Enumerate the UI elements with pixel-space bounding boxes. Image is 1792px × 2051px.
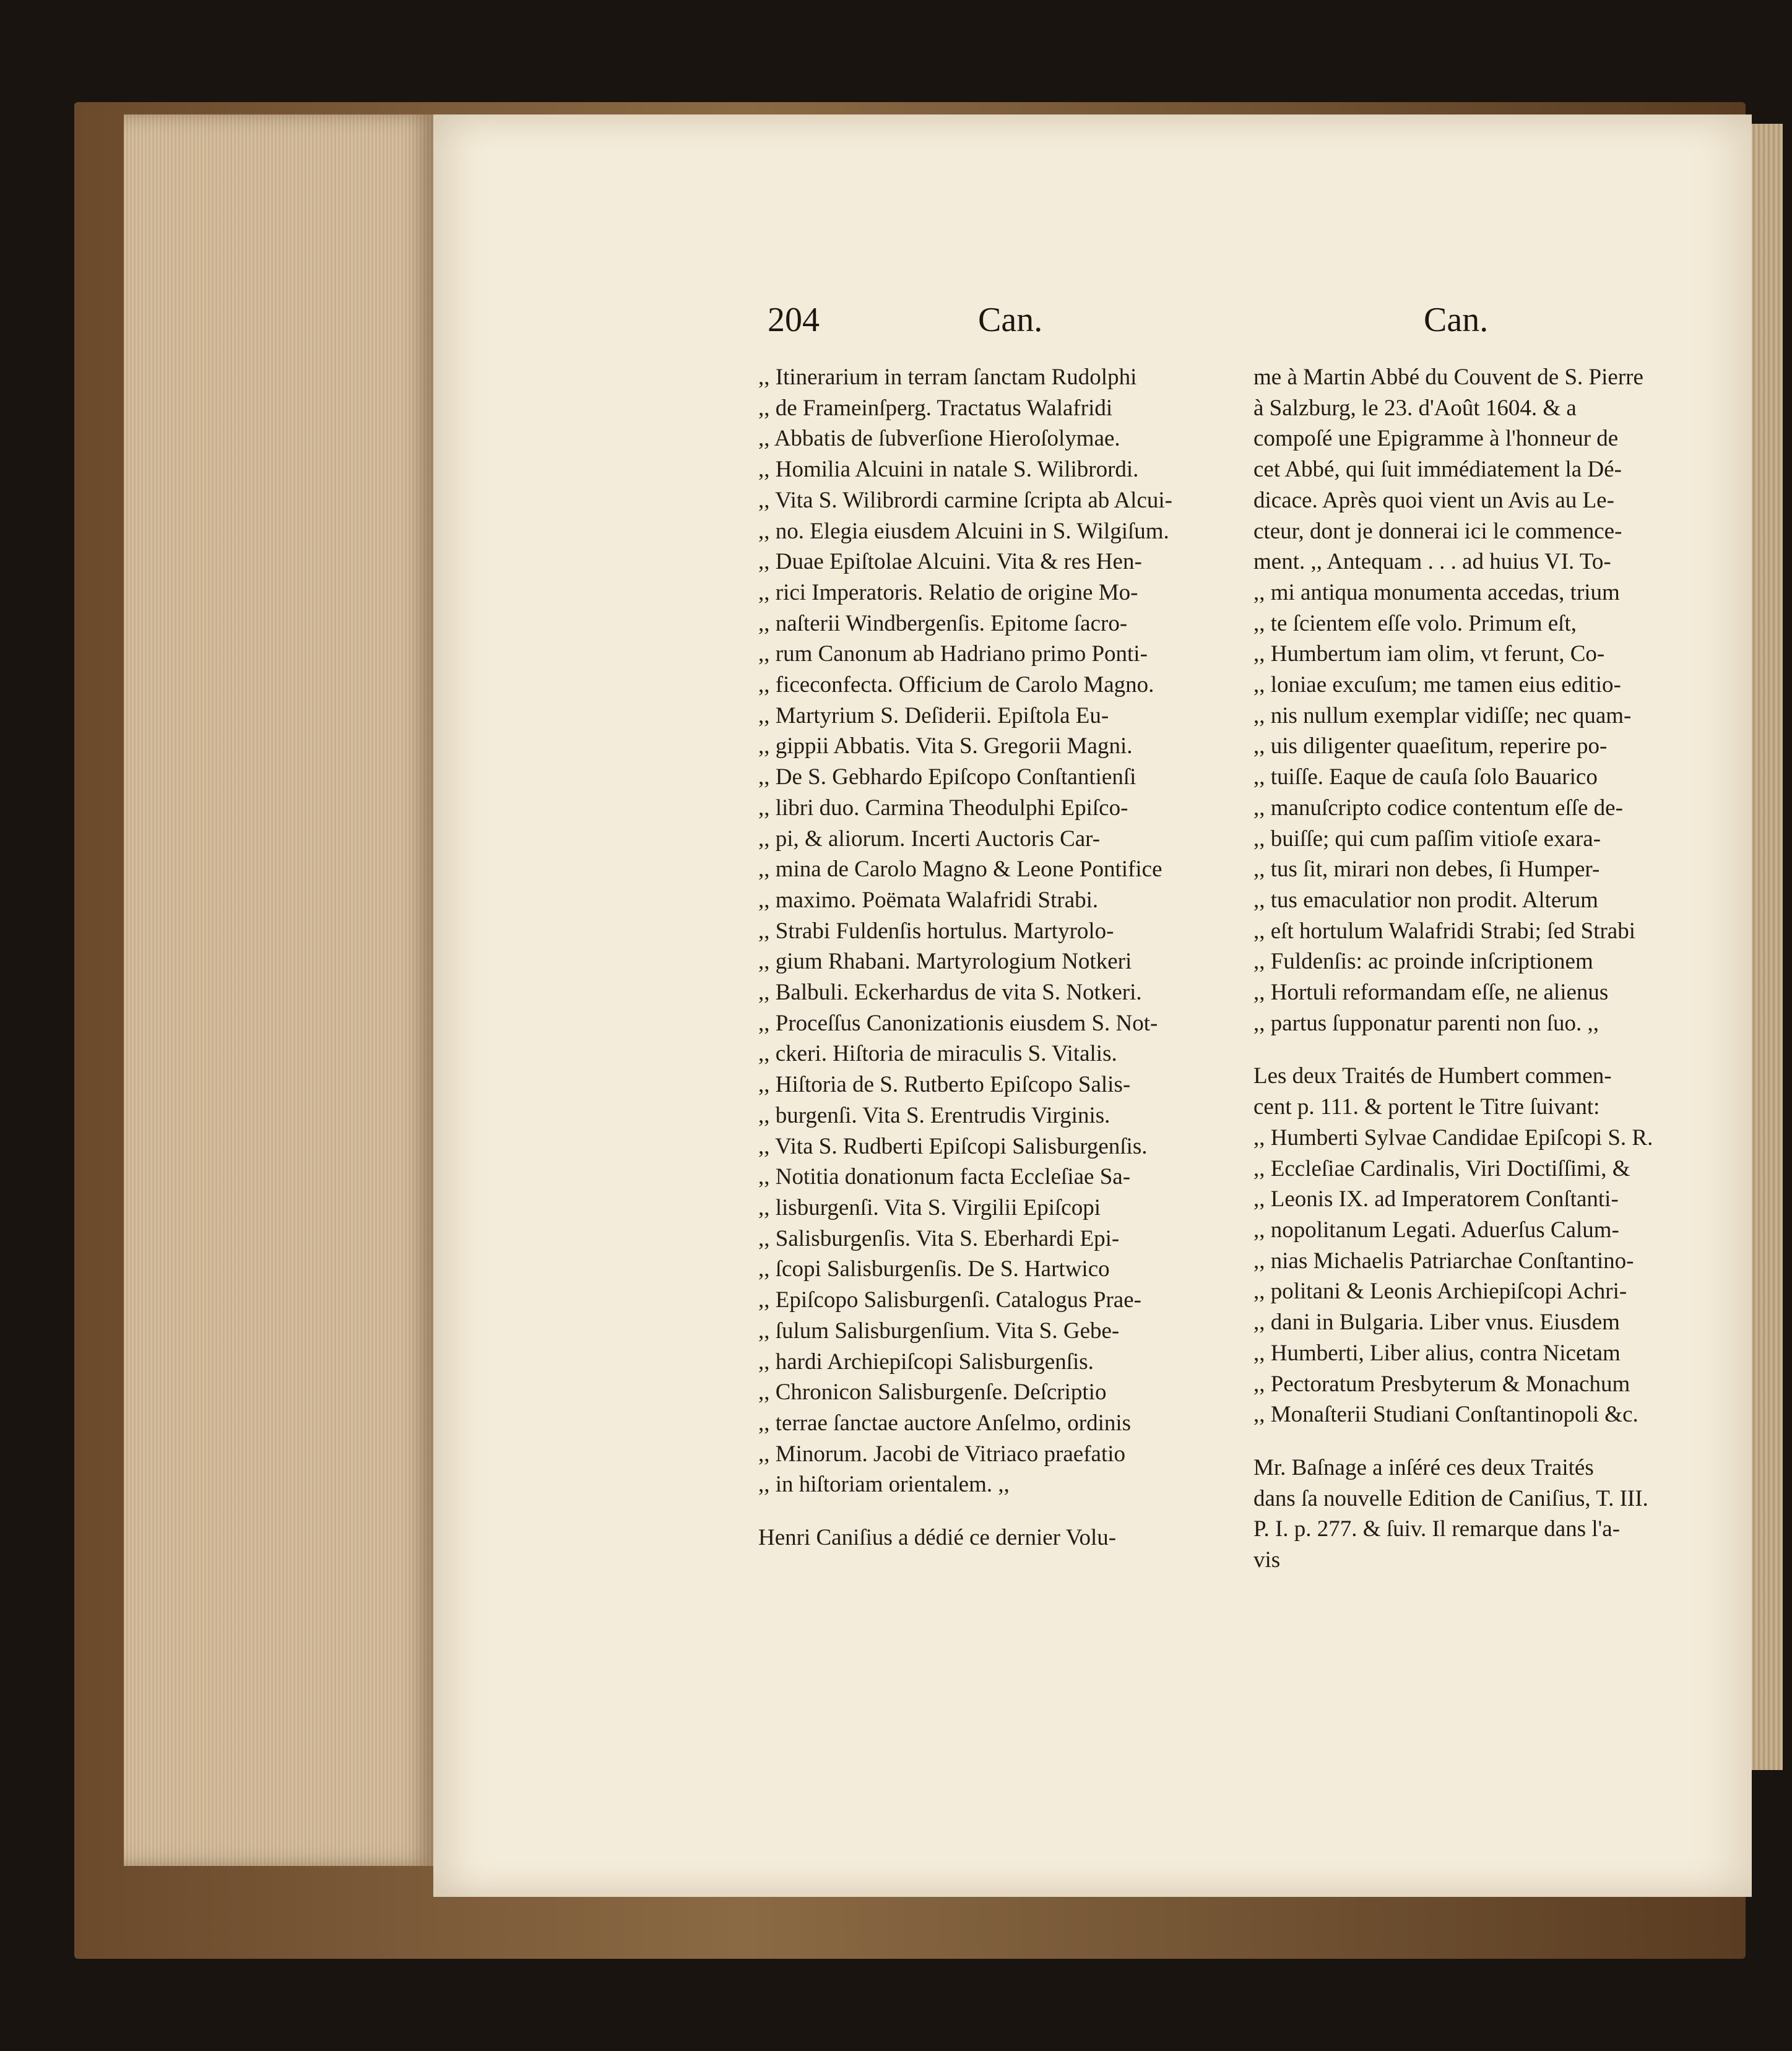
text-line: ,, Strabi Fuldenſis hortulus. Martyrolo- bbox=[758, 918, 1114, 944]
text-line: ,, Martyrium S. Deſiderii. Epiſtola Eu- bbox=[758, 702, 1109, 728]
text-line: ,, manuſcripto codice contentum eſſe de- bbox=[1253, 795, 1623, 821]
right-column bbox=[1253, 362, 1705, 1576]
text-line: cet Abbé, qui ſuit immédiatement la Dé- bbox=[1253, 457, 1622, 483]
text-line: ,, lisburgenſi. Vita S. Virgilii Epiſcopi bbox=[758, 1194, 1101, 1220]
text-line: ,, Notitia donationum facta Eccleſiae Sa- bbox=[758, 1164, 1131, 1190]
left-column bbox=[758, 362, 1192, 1553]
text-line: ,, ficeconfecta. Officium de Carolo Magno. bbox=[758, 672, 1154, 698]
text-line: ment. ,, Antequam . . . ad huius VI. To- bbox=[1253, 549, 1611, 575]
text-line: ,, Monaſterii Studiani Conſtantinopoli &c. bbox=[1253, 1402, 1638, 1428]
text-line: ,, ſulum Salisburgenſium. Vita S. Gebe- bbox=[758, 1318, 1120, 1344]
text-line: à Salzburg, le 23. d'Août 1604. & a bbox=[1253, 395, 1577, 421]
text-line: ,, ckeri. Hiſtoria de miraculis S. Vitalis. bbox=[758, 1041, 1117, 1067]
text-line: ,, Vita S. Wilibrordi carmine ſcripta ab Alcui- bbox=[758, 487, 1172, 513]
text-line: ,, naſterii Windbergenſis. Epitome ſacro- bbox=[758, 610, 1128, 636]
text-line: ,, eſt hortulum Walafridi Strabi; ſed Strabi bbox=[1253, 918, 1636, 944]
text-line: ,, Hiſtoria de S. Rutberto Epiſcopo Salis- bbox=[758, 1072, 1131, 1098]
text-line: ,, rum Canonum ab Hadriano primo Ponti- bbox=[758, 641, 1148, 667]
text-line: ,, Abbatis de ſubverſione Hieroſolymae. bbox=[758, 426, 1120, 452]
text-line: ,, De S. Gebhardo Epiſcopo Conſtantienſi bbox=[758, 764, 1136, 790]
text-line: ,, tus ſit, mirari non debes, ſi Humper- bbox=[1253, 857, 1600, 883]
text-line: ,, Pectoratum Presbyterum & Monachum bbox=[1253, 1371, 1630, 1397]
text-line: ,, Eccleſiae Cardinalis, Viri Doctiſſimi, & bbox=[1253, 1155, 1630, 1181]
text-line: ,, Hortuli reformandam eſſe, ne alienus bbox=[1253, 980, 1609, 1006]
text-line: ,, gium Rhabani. Martyrologium Notkeri bbox=[758, 949, 1132, 975]
text-line: ,, Salisburgenſis. Vita S. Eberhardi Epi- bbox=[758, 1225, 1120, 1251]
text-line: ,, Humbertum iam olim, vt ferunt, Co- bbox=[1253, 641, 1605, 667]
text-line: Mr. Baſnage a inſéré ces deux Traités bbox=[1253, 1454, 1594, 1480]
text-line: P. I. p. 277. & ſuiv. Il remarque dans l'a- bbox=[1253, 1516, 1621, 1542]
text-line: ,, pi, & aliorum. Incerti Auctoris Car- bbox=[758, 826, 1101, 852]
text-line: ,, uis diligenter quaeſitum, reperire po- bbox=[1253, 733, 1608, 759]
text-line: ,, Leonis IX. ad Imperatorem Conſtanti- bbox=[1253, 1186, 1619, 1212]
text-line: ,, Duae Epiſtolae Alcuini. Vita & res Hen- bbox=[758, 549, 1142, 575]
text-line: ,, Humberti, Liber alius, contra Nicetam bbox=[1253, 1340, 1621, 1366]
text-line: ,, tus emaculatior non prodit. Alterum bbox=[1253, 887, 1598, 913]
text-line: ,, Proceſſus Canonizationis eiusdem S. Not- bbox=[758, 1010, 1158, 1036]
text-line: ,, nias Michaelis Patriarchae Conſtantino- bbox=[1253, 1248, 1634, 1274]
text-line: vis bbox=[1253, 1547, 1281, 1573]
text-line: ,, Minorum. Jacobi de Vitriaco praefatio bbox=[758, 1441, 1126, 1467]
book-page bbox=[433, 114, 1752, 1897]
text-line: ,, mina de Carolo Magno & Leone Pontifice bbox=[758, 857, 1162, 883]
text-line: ,, gippii Abbatis. Vita S. Gregorii Magni. bbox=[758, 733, 1133, 759]
text-line: ,, loniae excuſum; me tamen eius editio- bbox=[1253, 672, 1621, 698]
text-line: ,, Vita S. Rudberti Epiſcopi Salisburgenſis. bbox=[758, 1133, 1148, 1159]
text-line: dans ſa nouvelle Edition de Caniſius, T. III. bbox=[1253, 1485, 1648, 1511]
text-line: ,, burgenſi. Vita S. Erentrudis Virginis. bbox=[758, 1102, 1110, 1128]
right-paragraph-2 bbox=[1253, 1061, 1705, 1430]
text-line: ,, in hiſtoriam orientalem. ,, bbox=[758, 1472, 1010, 1498]
text-line: ,, partus ſupponatur parenti non ſuo. ,, bbox=[1253, 1010, 1599, 1036]
text-line: ,, Fuldenſis: ac proinde inſcriptionem bbox=[1253, 949, 1593, 975]
text-line: ,, Homilia Alcuini in natale S. Wilibrordi. bbox=[758, 457, 1139, 483]
text-line: ,, politani & Leonis Archiepiſcopi Achri- bbox=[1253, 1279, 1627, 1305]
text-line: Les deux Traités de Humbert commen- bbox=[1253, 1063, 1612, 1089]
text-line: ,, libri duo. Carmina Theodulphi Epiſco- bbox=[758, 795, 1128, 821]
text-line: ,, tuiſſe. Eaque de cauſa ſolo Bauarico bbox=[1253, 764, 1598, 790]
text-line: ,, Balbuli. Eckerhardus de vita S. Notkeri. bbox=[758, 980, 1142, 1006]
text-line: ,, Epiſcopo Salisburgenſi. Catalogus Prae- bbox=[758, 1287, 1141, 1313]
text-line: ,, de Frameinſperg. Tractatus Walafridi bbox=[758, 395, 1113, 421]
text-line: ,, Chronicon Salisburgenſe. Deſcriptio bbox=[758, 1380, 1107, 1405]
text-line: ,, dani in Bulgaria. Liber vnus. Eiusdem bbox=[1253, 1310, 1620, 1336]
text-line: ,, te ſcientem eſſe volo. Primum eſt, bbox=[1253, 610, 1577, 636]
text-line: compoſé une Epigramme à l'honneur de bbox=[1253, 426, 1619, 452]
page-number: 204 bbox=[768, 301, 820, 339]
text-line: ,, terrae ſanctae auctore Anſelmo, ordinis bbox=[758, 1410, 1132, 1436]
left-running-head: Can. bbox=[978, 301, 1043, 339]
text-line: ,, nopolitanum Legati. Aduerſus Calum- bbox=[1253, 1217, 1619, 1243]
page-edges-left bbox=[124, 114, 433, 1866]
text-line: me à Martin Abbé du Couvent de S. Pierre bbox=[1253, 365, 1643, 390]
text-line: ,, nis nullum exemplar vidiſſe; nec quam- bbox=[1253, 702, 1632, 728]
text-line: ,, ſcopi Salisburgenſis. De S. Hartwico bbox=[758, 1256, 1110, 1282]
text-line: ,, no. Elegia eiusdem Alcuini in S. Wilgiſum. bbox=[758, 518, 1169, 544]
text-line: ,, Humberti Sylvae Candidae Epiſcopi S. R. bbox=[1253, 1125, 1653, 1151]
right-paragraph-3 bbox=[1253, 1453, 1705, 1576]
text-line: ,, rici Imperatoris. Relatio de origine Mo- bbox=[758, 579, 1138, 605]
text-line: ,, Itinerarium in terram ſanctam Rudolphi bbox=[758, 365, 1137, 390]
text-line: cent p. 111. & portent le Titre ſuivant: bbox=[1253, 1094, 1600, 1120]
right-running-head: Can. bbox=[1424, 301, 1489, 339]
text-line: dicace. Après quoi vient un Avis au Le- bbox=[1253, 487, 1614, 513]
text-line: ,, maximo. Poëmata Walafridi Strabi. bbox=[758, 887, 1099, 913]
right-paragraph-1 bbox=[1253, 362, 1705, 1038]
text-line: ,, hardi Archiepiſcopi Salisburgenſis. bbox=[758, 1349, 1094, 1375]
text-line: ,, buiſſe; qui cum paſſim vitioſe exara- bbox=[1253, 826, 1601, 852]
text-line: ,, mi antiqua monumenta accedas, trium bbox=[1253, 579, 1620, 605]
left-closing-paragraph: Henri Caniſius a dédié ce dernier Volu- bbox=[758, 1525, 1117, 1551]
left-column-lines bbox=[758, 362, 1192, 1500]
text-line: cteur, dont je donnerai ici le commence- bbox=[1253, 518, 1622, 544]
